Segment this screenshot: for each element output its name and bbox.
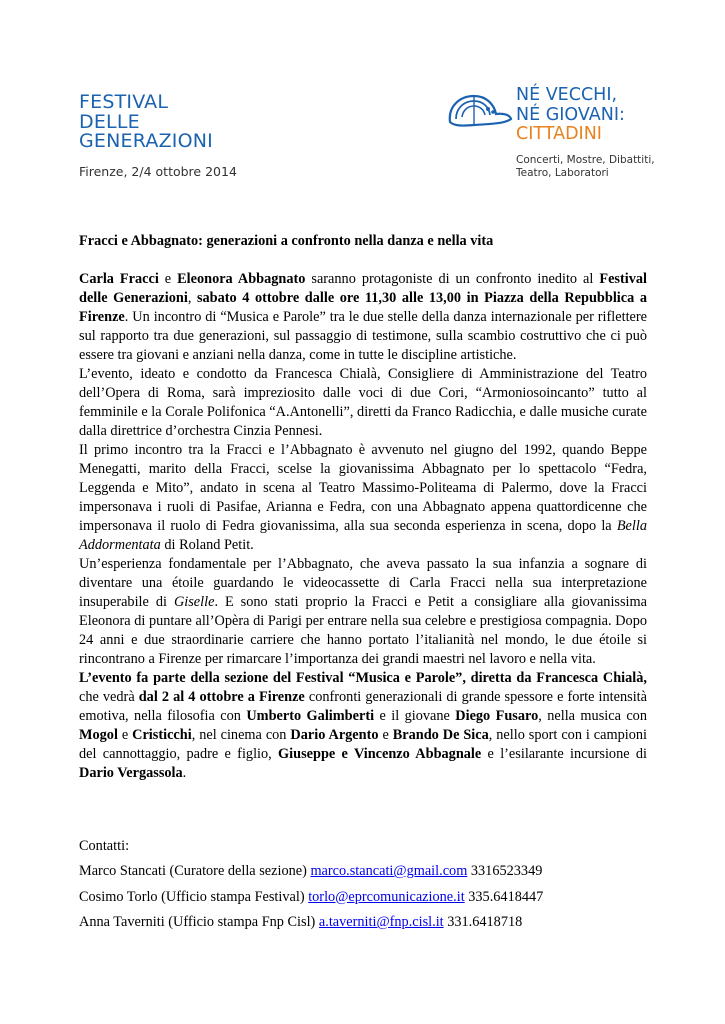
paragraph-5: [79, 669, 647, 783]
festival-logo-line1: FESTIVAL: [79, 91, 169, 113]
slogan-sub-line1: Concerti, Mostre, Dibattiti,: [516, 154, 655, 166]
text: , nella musica con: [538, 708, 647, 724]
text: e l’esilarante incursione di: [481, 746, 647, 762]
email-link[interactable]: a.taverniti@fnp.cisl.it: [318, 914, 444, 930]
press-release-title: Fracci e Abbagnato: generazioni a confronto nella danza e nella vita: [79, 233, 494, 249]
text: e: [158, 271, 178, 287]
press-release-body: [79, 232, 647, 783]
text: Il primo incontro tra la Fracci e l’Abbagnato è avvenuto nel giugno del 1992, quando Beppe Menegatti, marito della Fracci, scelse la giovanissima Abbagnato per lo spettacolo “Fedra, Leggenda e Mito”, andato in scena al Teatro Massimo-Politeama di Palermo, dove la Fracci impersonava i ruoli di Pasifae, Arianna e Fedra, con una Abbagnato appena quattordicenne che impersonava il ruolo di Fedra giovanissima, alla sua seconda esperienza in scena, dopo la: [79, 442, 647, 534]
contact-name: Anna Taverniti (Ufficio stampa Fnp Cisl): [79, 914, 319, 930]
text: , nel cinema con: [191, 727, 291, 743]
contact-row: [79, 913, 543, 932]
contact-row: [79, 888, 543, 907]
ballet-title: Giselle: [173, 594, 215, 610]
bold-text: Diego Fusaro: [455, 708, 539, 724]
bold-text: Cristicchi: [132, 727, 192, 743]
slogan-subtitle: [516, 154, 655, 180]
bold-text: Giuseppe e Vincenzo Abbagnale: [278, 746, 482, 762]
paragraph-2: L’evento, ideato e condotto da Francesca Chialà, Consigliere di Amministrazione del Teatro dell’Opera di Roma, sarà impreziosito dalle voci di due Cori, “Armoniosoincanto” tutto al femminile e la Corale Polifonica “A.Antonelli”, diretti da Franco Radicchia, e dalle musiche curate dalla direttrice d’orchestra Cinzia Pennesi.: [79, 366, 647, 439]
contact-name: Cosimo Torlo (Ufficio stampa Festival): [79, 888, 309, 905]
text: .: [182, 765, 187, 781]
bold-text: Umberto Galimberti: [246, 708, 375, 724]
slogan-line3: CITTADINI: [516, 124, 602, 144]
text: e: [378, 727, 393, 743]
ballet-title: Bella Addormentata: [79, 518, 647, 553]
name-carla-fracci: Carla Fracci: [79, 271, 159, 287]
festival-logo: [79, 93, 213, 152]
text: di Roland Petit.: [160, 537, 254, 553]
slogan-logo: [444, 86, 704, 186]
festival-name: Festival delle Generazioni: [79, 271, 647, 306]
slogan-line1: NÉ VECCHI,: [516, 85, 618, 105]
festival-date: Firenze, 2/4 ottobre 2014: [79, 164, 237, 179]
slogan-sub-line2: Teatro, Laboratori: [516, 167, 609, 179]
bold-text: Mogol: [79, 727, 118, 743]
text: confronti generazionali di grande spessore e forte intensità emotiva, nella filosofia con: [79, 689, 647, 724]
bold-text: L’evento fa parte della sezione del Festival “Musica e Parole”, diretta da Francesca Chialà,: [79, 670, 647, 686]
text: . Un incontro di “Musica e Parole” tra le due stelle della danza internazionale per riflettere sul rapporto tra due generazioni, sul passaggio di testimone, sulla scambio costruttivo che ci può essere tra giovani e anziani nella danza, come in tutte le discipline artistiche.: [79, 309, 647, 363]
event-datetime: sabato 4 ottobre dalle ore 11,30 alle 13,00 in Piazza della Repubblica a Firenze: [79, 290, 647, 325]
bold-text: dal 2 al 4 ottobre a Firenze: [138, 689, 305, 705]
text: e: [117, 727, 133, 743]
bold-text: Dario Vergassola: [79, 765, 183, 781]
contact-phone: 331.6418718: [443, 914, 523, 930]
email-link[interactable]: torlo@eprcomunicazione.it: [308, 888, 465, 905]
paragraph-3: [79, 441, 647, 555]
contact-row: [79, 862, 543, 881]
contacts-heading: Contatti:: [79, 838, 130, 854]
contact-phone: 335.6418447: [464, 888, 544, 905]
text: saranno protagoniste di un confronto inedito al: [305, 271, 600, 287]
paragraph-4: [79, 555, 647, 669]
bold-text: Dario Argento: [290, 727, 379, 743]
text: ,: [187, 290, 197, 306]
contacts-section: [79, 837, 543, 939]
cap-icon: [444, 88, 514, 138]
slogan: [516, 86, 625, 145]
contact-name: Marco Stancati (Curatore della sezione): [79, 863, 311, 879]
contact-phone: 3316523349: [467, 863, 543, 879]
text: . E sono stati proprio la Fracci e Petit a consigliare alla giovanissima Eleonora di puntare all’Opèra di Parigi per entrare nella sua celebre e prestigiosa compagnia. Dopo 24 anni e due straordinarie carriere che hanno portato l’italianità nel mondo, le due étoile si rincontrano a Firenze per rimarcare l’importanza dei grandi maestri nel lavoro e nella vita.: [79, 594, 647, 667]
festival-logo-line3: GENERAZIONI: [79, 130, 213, 152]
bold-text: Brando De Sica: [392, 727, 489, 743]
slogan-line2: NÉ GIOVANI:: [516, 104, 625, 125]
text: che vedrà: [79, 689, 139, 705]
text: e il giovane: [374, 708, 456, 724]
festival-logo-line2: DELLE: [79, 110, 140, 133]
paragraph-1: [79, 270, 647, 365]
text: Un’esperienza fondamentale per l’Abbagnato, che aveva passato la sua infanzia a sognare di diventare una étoile guardando le videocassette di Carla Fracci nella sua interpretazione insuperabile di: [79, 556, 647, 610]
name-eleonora-abbagnato: Eleonora Abbagnato: [177, 271, 306, 287]
text: , nello sport con i campioni del cannottaggio, padre e figlio,: [79, 727, 648, 762]
email-link[interactable]: marco.stancati@gmail.com: [310, 863, 468, 879]
